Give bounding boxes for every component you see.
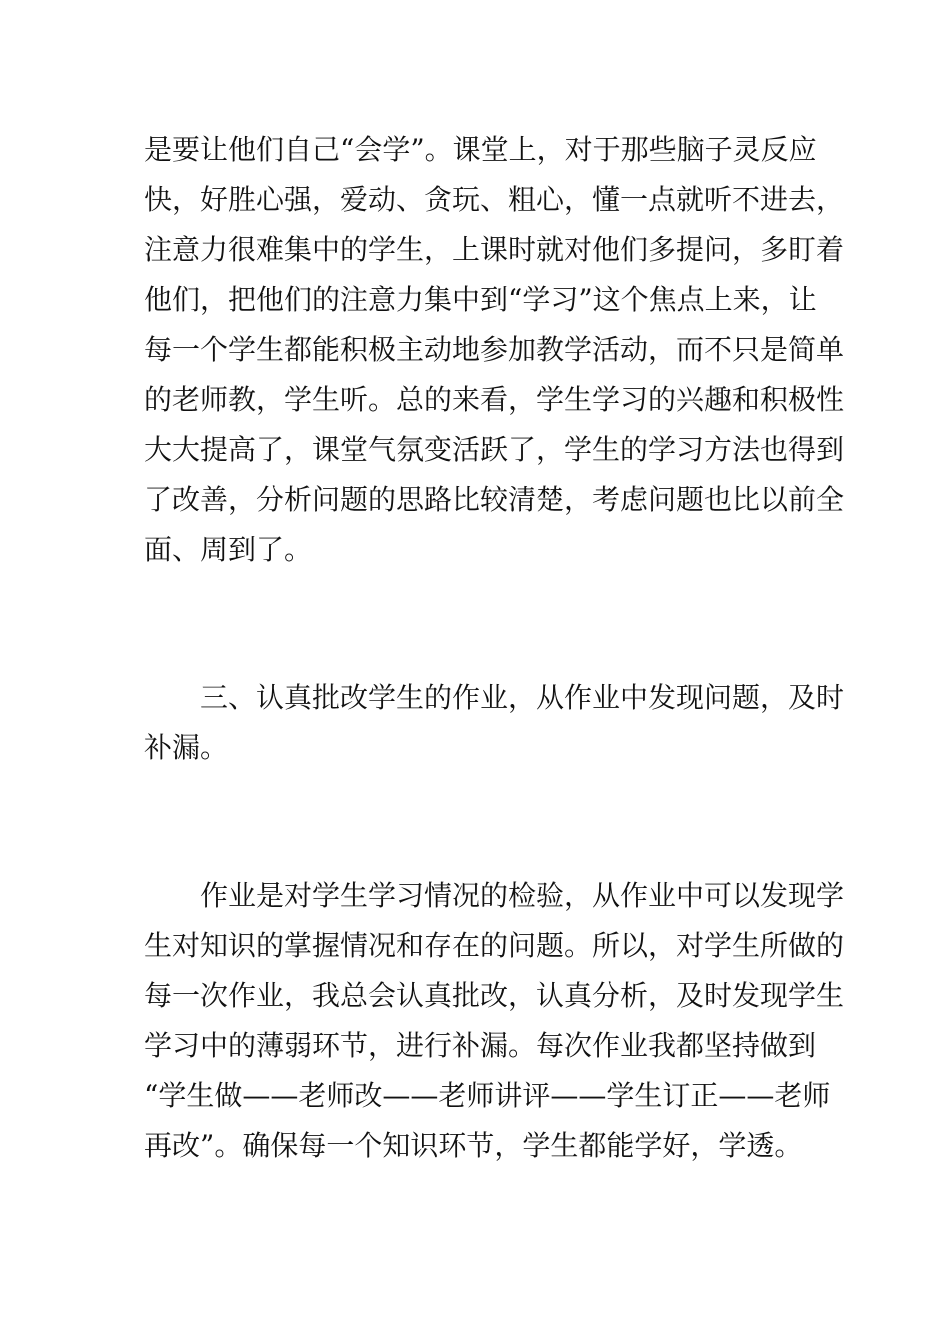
paragraph-line: 快，好胜心强，爱动、贪玩、粗心，懂一点就听不进去，: [144, 183, 845, 216]
paragraph-line: 是要让他们自己“会学”。课堂上，对于那些脑子灵反应: [144, 133, 817, 166]
paragraph-line: 每一次作业，我总会认真批改，认真分析，及时发现学生: [144, 979, 845, 1012]
paragraph-line: 学习中的薄弱环节，进行补漏。每次作业我都坚持做到: [144, 1029, 817, 1062]
paragraph-line: 生对知识的掌握情况和存在的问题。所以，对学生所做的: [144, 929, 845, 962]
paragraph-line: 注意力很难集中的学生，上课时就对他们多提问，多盯着: [144, 233, 845, 266]
heading-line: 补漏。: [144, 731, 229, 764]
paragraph-line: 了改善，分析问题的思路比较清楚，考虑问题也比以前全: [144, 483, 845, 516]
paragraph-line: 他们，把他们的注意力集中到“学习”这个焦点上来，让: [144, 283, 817, 316]
paragraph-line: 每一个学生都能积极主动地参加教学活动，而不只是简单: [144, 333, 845, 366]
paragraph-line: 的老师教，学生听。总的来看，学生学习的兴趣和积极性: [144, 383, 845, 416]
paragraph-line: 大大提高了，课堂气氛变活跃了，学生的学习方法也得到: [144, 433, 845, 466]
heading-line: 三、认真批改学生的作业，从作业中发现问题，及时: [200, 681, 845, 714]
paragraph-line: 再改”。确保每一个知识环节，学生都能学好，学透。: [144, 1129, 803, 1162]
paragraph-line: 面、周到了。: [144, 533, 313, 566]
paragraph-line: “学生做——老师改——老师讲评——学生订正——老师: [144, 1079, 831, 1112]
paragraph-line: 作业是对学生学习情况的检验，从作业中可以发现学: [200, 879, 845, 912]
